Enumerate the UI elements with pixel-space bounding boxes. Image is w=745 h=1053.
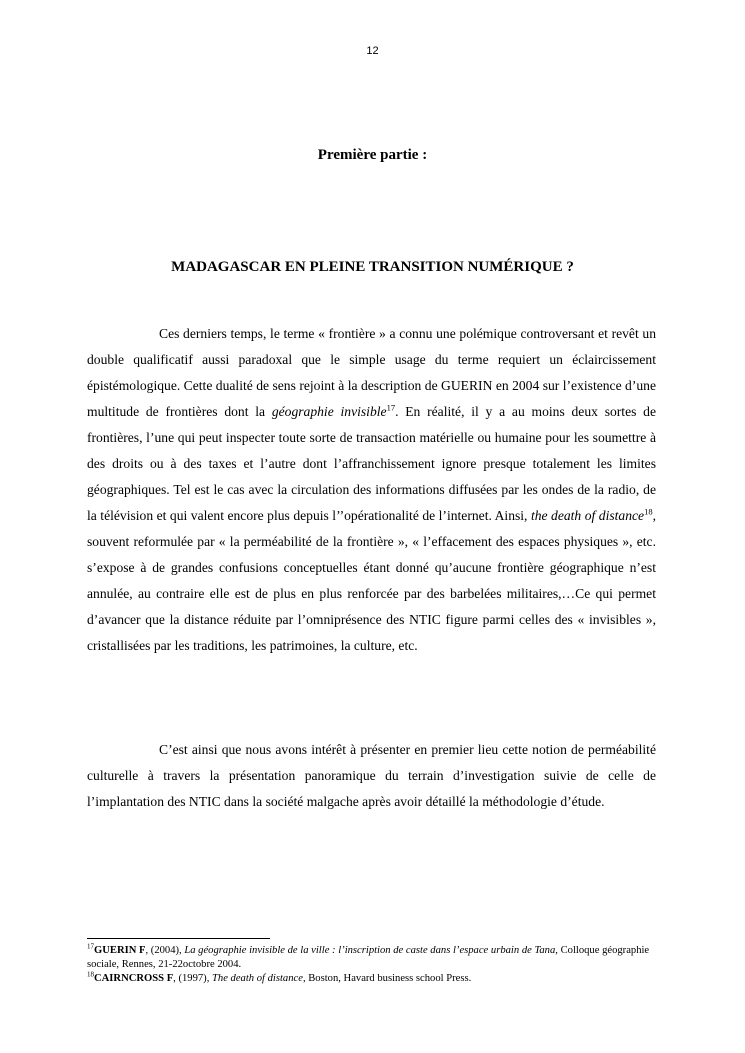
- page-number: 12: [366, 45, 379, 57]
- part-title: Première partie :: [317, 147, 428, 163]
- footnote-title: La géographie invisible de la ville : l’inscription de caste dans l’espace urbain de Tana: [184, 945, 556, 956]
- footnotes: [87, 944, 662, 986]
- paragraph-text: Ces derniers temps, le terme « frontière » a connu une polémique controversant et revêt un double qualificatif aussi paradoxal que le simple usage du terme requiert un éclaircissement épistémologique. Cette dualité de sens rejoint à la description de GUERIN en 2004 sur l’existence d’une multitude de frontières dont la: [87, 326, 656, 419]
- footnote-number: 17: [87, 942, 94, 951]
- footnote-ref-18[interactable]: 18: [644, 506, 653, 517]
- footnote-title: The death of distance: [212, 973, 303, 984]
- footnote-17: [87, 944, 662, 972]
- emphasis-term: the death of distance: [530, 508, 645, 523]
- emphasis-term: géographie invisible: [271, 404, 387, 419]
- footnote-number: 18: [87, 970, 94, 979]
- footnote-author: GUERIN F: [94, 945, 146, 956]
- body-paragraph-1: [87, 321, 656, 659]
- paragraph-text: , souvent reformulée par « la perméabilité de la frontière », « l’effacement des espaces physiques », etc. s’expose à de grandes confusions conceptuelles étant donné qu’aucune frontière géographique n’est annulée, au contraire elle est de plus en plus renforcée par des barbelées militaires,…Ce qui permet d’avancer que la distance réduite par l’omniprésence des NTIC figure parmi celles des « invisibles », cristallisées par les traditions, les patrimoines, la culture, etc.: [87, 508, 656, 653]
- chapter-title: MADAGASCAR EN PLEINE TRANSITION NUMÉRIQUE ?: [171, 259, 574, 275]
- paragraph-text: C’est ainsi que nous avons intérêt à présenter en premier lieu cette notion de perméabilité culturelle à travers la présentation panoramique du terrain d’investigation suivie de celle de l’implantation des NTIC dans la société malgache après avoir détaillé la méthodologie d’étude.: [87, 742, 656, 809]
- footnote-text: , (1997),: [173, 973, 213, 984]
- paragraph-text: . En réalité, il y a au moins deux sortes de frontières, l’une qui peut inspecter toute sorte de transaction matérielle ou humaine pour les soumettre à des droits ou à des taxes et l’autre dont l’affranchissement ignore presque totalement les limites géographiques. Tel est le cas avec la circulation des informations diffusées par les ondes de la radio, de la télévision et qui valent encore plus depuis l’’opérationalité de l’internet. Ainsi,: [87, 404, 656, 523]
- footnote-text: , (2004),: [145, 945, 185, 956]
- footnote-author: CAIRNCROSS F: [94, 973, 174, 984]
- footnote-18: [87, 972, 662, 986]
- footnote-text: , Colloque géographie sociale, Rennes, 21-22octobre 2004.: [87, 945, 650, 970]
- footnote-text: , Boston, Havard business school Press.: [302, 973, 472, 984]
- footnote-separator: [87, 938, 270, 939]
- footnote-ref-17[interactable]: 17: [386, 402, 396, 413]
- body-paragraph-2: [87, 737, 656, 815]
